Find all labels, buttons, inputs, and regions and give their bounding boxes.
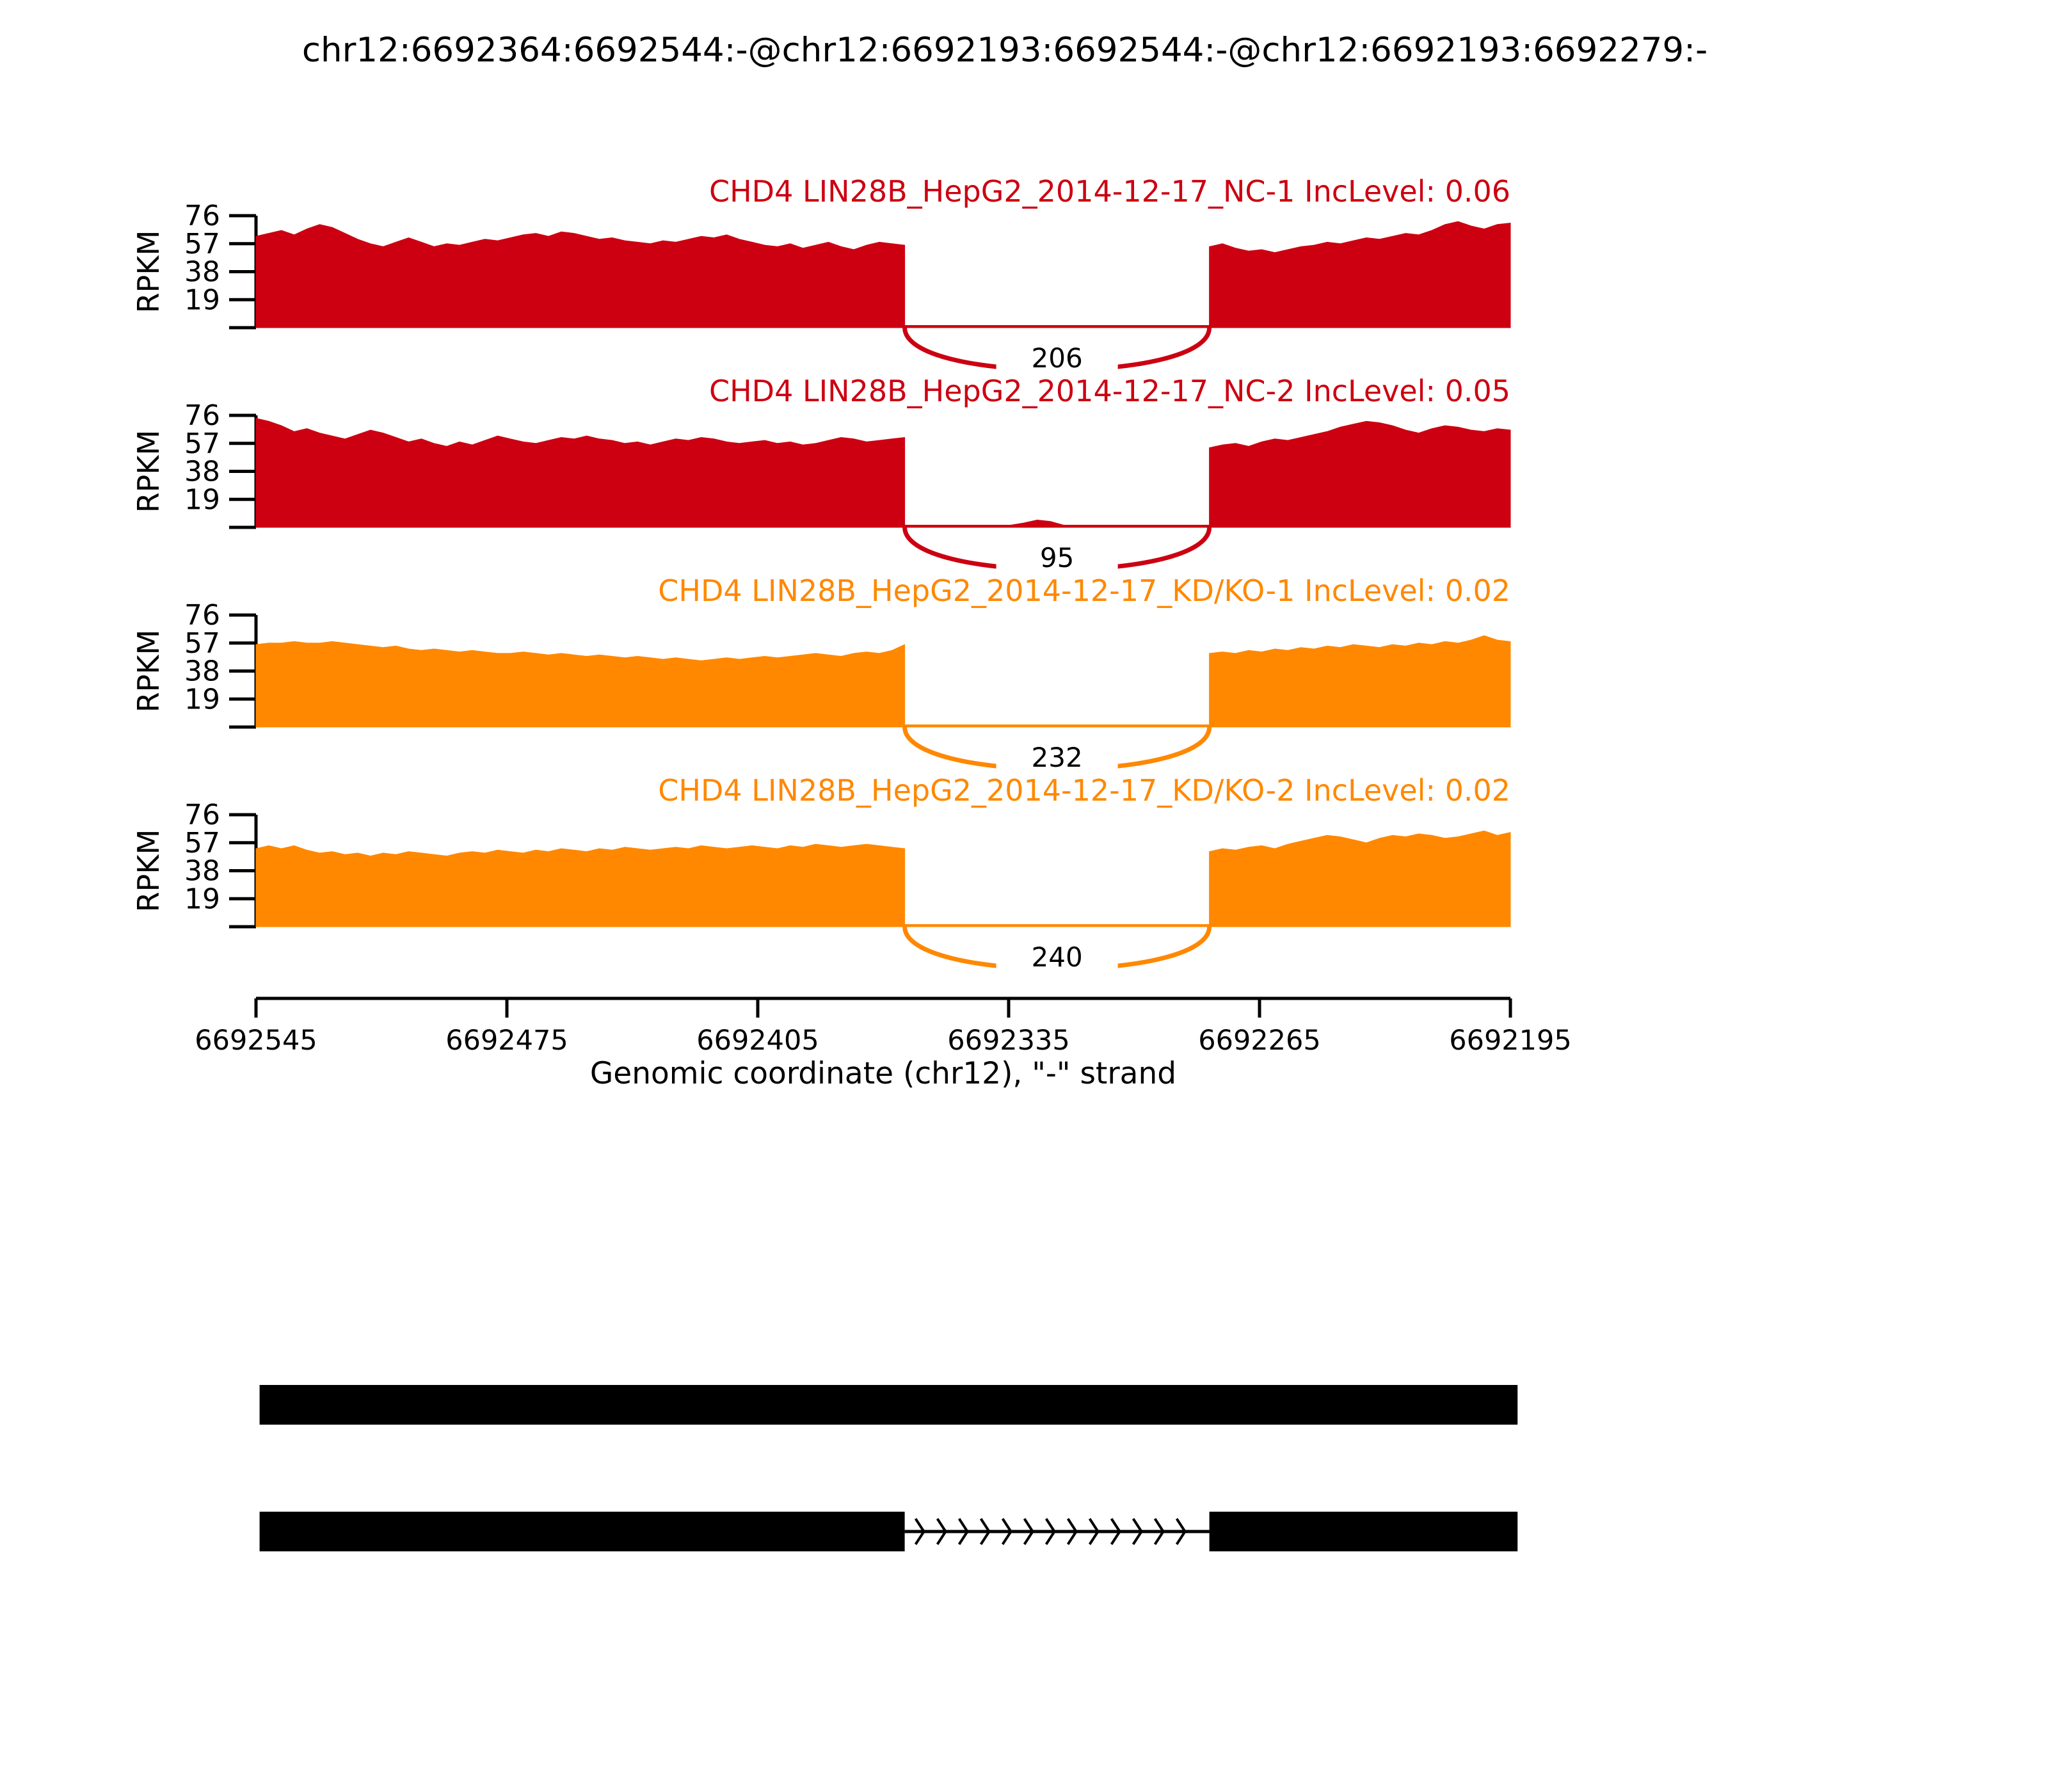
y-tick-label: 38 bbox=[184, 655, 220, 688]
y-axis bbox=[184, 200, 256, 328]
track-label: CHD4 LIN28B_HepG2_2014-12-17_NC-2 IncLevel: 0.05 bbox=[708, 374, 1510, 408]
coverage-area bbox=[905, 520, 1210, 528]
exon-block bbox=[260, 1385, 1518, 1425]
y-tick-label: 19 bbox=[184, 683, 220, 716]
isoform-2 bbox=[260, 1512, 1518, 1551]
y-tick-label: 76 bbox=[184, 399, 220, 432]
y-tick-label: 38 bbox=[184, 854, 220, 888]
y-axis-title: RPKM bbox=[131, 429, 166, 513]
y-tick-label: 38 bbox=[184, 455, 220, 488]
x-axis-label: Genomic coordinate (chr12), "-" strand bbox=[589, 1056, 1177, 1091]
y-axis bbox=[184, 599, 256, 727]
x-tick-label: 6692405 bbox=[696, 1025, 819, 1057]
track-2 bbox=[131, 374, 1510, 575]
track-label: CHD4 LIN28B_HepG2_2014-12-17_KD/KO-2 IncLevel: 0.02 bbox=[658, 773, 1510, 808]
coverage-area bbox=[905, 326, 1210, 328]
x-tick-label: 6692195 bbox=[1449, 1025, 1572, 1057]
y-tick-label: 57 bbox=[184, 826, 220, 860]
figure-title: chr12:6692364:6692544:-@chr12:6692193:6692544:-@chr12:6692193:6692279:- bbox=[301, 31, 1708, 70]
y-tick-label: 57 bbox=[184, 427, 220, 460]
isoform-1 bbox=[260, 1385, 1518, 1425]
track-3 bbox=[131, 573, 1510, 775]
exon-block bbox=[260, 1512, 905, 1551]
x-tick-label: 6692475 bbox=[445, 1025, 568, 1057]
coverage-area bbox=[1210, 636, 1510, 727]
y-tick-label: 76 bbox=[184, 799, 220, 831]
junction-count: 232 bbox=[1031, 742, 1083, 773]
x-axis bbox=[195, 998, 1572, 1057]
coverage-area bbox=[905, 925, 1210, 927]
y-tick-label: 76 bbox=[184, 599, 220, 632]
y-tick-label: 19 bbox=[184, 284, 220, 317]
junction-count: 206 bbox=[1031, 342, 1083, 374]
coverage-area bbox=[1210, 831, 1510, 927]
y-axis-title: RPKM bbox=[131, 629, 166, 713]
x-tick-label: 6692335 bbox=[947, 1025, 1070, 1057]
gene-model bbox=[260, 1385, 1518, 1551]
coverage-area bbox=[256, 419, 905, 527]
track-4 bbox=[131, 773, 1510, 975]
y-tick-label: 76 bbox=[184, 200, 220, 232]
track-1 bbox=[131, 174, 1510, 376]
y-axis bbox=[184, 799, 256, 927]
exon-block bbox=[1210, 1512, 1518, 1551]
track-label: CHD4 LIN28B_HepG2_2014-12-17_KD/KO-1 IncLevel: 0.02 bbox=[658, 573, 1510, 608]
y-axis-title: RPKM bbox=[131, 829, 166, 913]
y-tick-label: 19 bbox=[184, 483, 220, 516]
coverage-area bbox=[1210, 221, 1510, 328]
coverage-area bbox=[256, 225, 905, 328]
y-tick-label: 19 bbox=[184, 883, 220, 916]
coverage-area bbox=[1210, 421, 1510, 527]
y-axis-title: RPKM bbox=[131, 230, 166, 314]
track-label: CHD4 LIN28B_HepG2_2014-12-17_NC-1 IncLevel: 0.06 bbox=[708, 174, 1510, 209]
y-tick-label: 57 bbox=[184, 227, 220, 260]
y-tick-label: 57 bbox=[184, 627, 220, 660]
coverage-area bbox=[905, 725, 1210, 728]
x-tick-label: 6692265 bbox=[1198, 1025, 1321, 1057]
coverage-area bbox=[256, 641, 905, 727]
y-axis bbox=[184, 399, 256, 527]
y-tick-label: 38 bbox=[184, 255, 220, 289]
coverage-area bbox=[256, 844, 905, 927]
x-tick-label: 6692545 bbox=[195, 1025, 317, 1057]
junction-count: 240 bbox=[1031, 941, 1083, 973]
junction-count: 95 bbox=[1039, 542, 1075, 573]
